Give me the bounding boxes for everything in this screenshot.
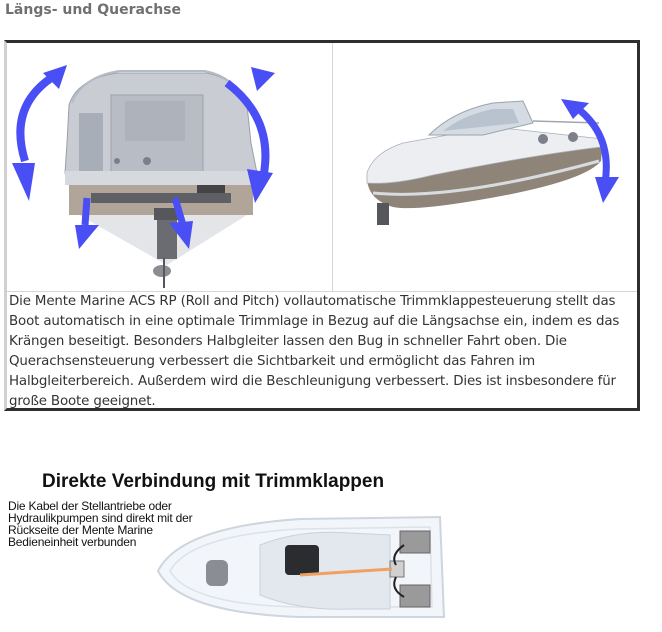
image-cell-pitch [333,43,637,291]
info-table [4,40,640,411]
diagram-title: Direkte Verbindung mit Trimmklappen [42,471,385,492]
boat-top-view-wiring-diagram [150,505,460,630]
image-row [7,43,637,292]
image-cell-roll [7,43,333,291]
description-text: Die Mente Marine ACS RP (Roll and Pitch) vollautomatische Trimmklappesteuerung stellt das Boot automatisch in eine optimale Trimmlage in Bezug auf die Längsachse ein, indem es das Krängen beseitigt. Besonders Halbgleiter lassen den Bug in schneller Fahrt oben. Die Querachsensteuerung verbessert die Sichtbarkeit und ermöglicht das Fahren im Halbgleiterbereich. Außerdem wird die Beschleunigung verbessert. Dies ist insbesondere für große Boote geeignet. [9,294,620,409]
section-title: Längs- und Querachse [5,2,182,18]
boat-side-view-image [333,43,637,291]
boat-rear-view-image [7,43,332,291]
diagram-caption: Die Kabel der Stellantriebe oder Hydraulikpumpen sind direkt mit der Rückseite der Mente Marine Bedieneinheit verbunden [8,499,193,549]
